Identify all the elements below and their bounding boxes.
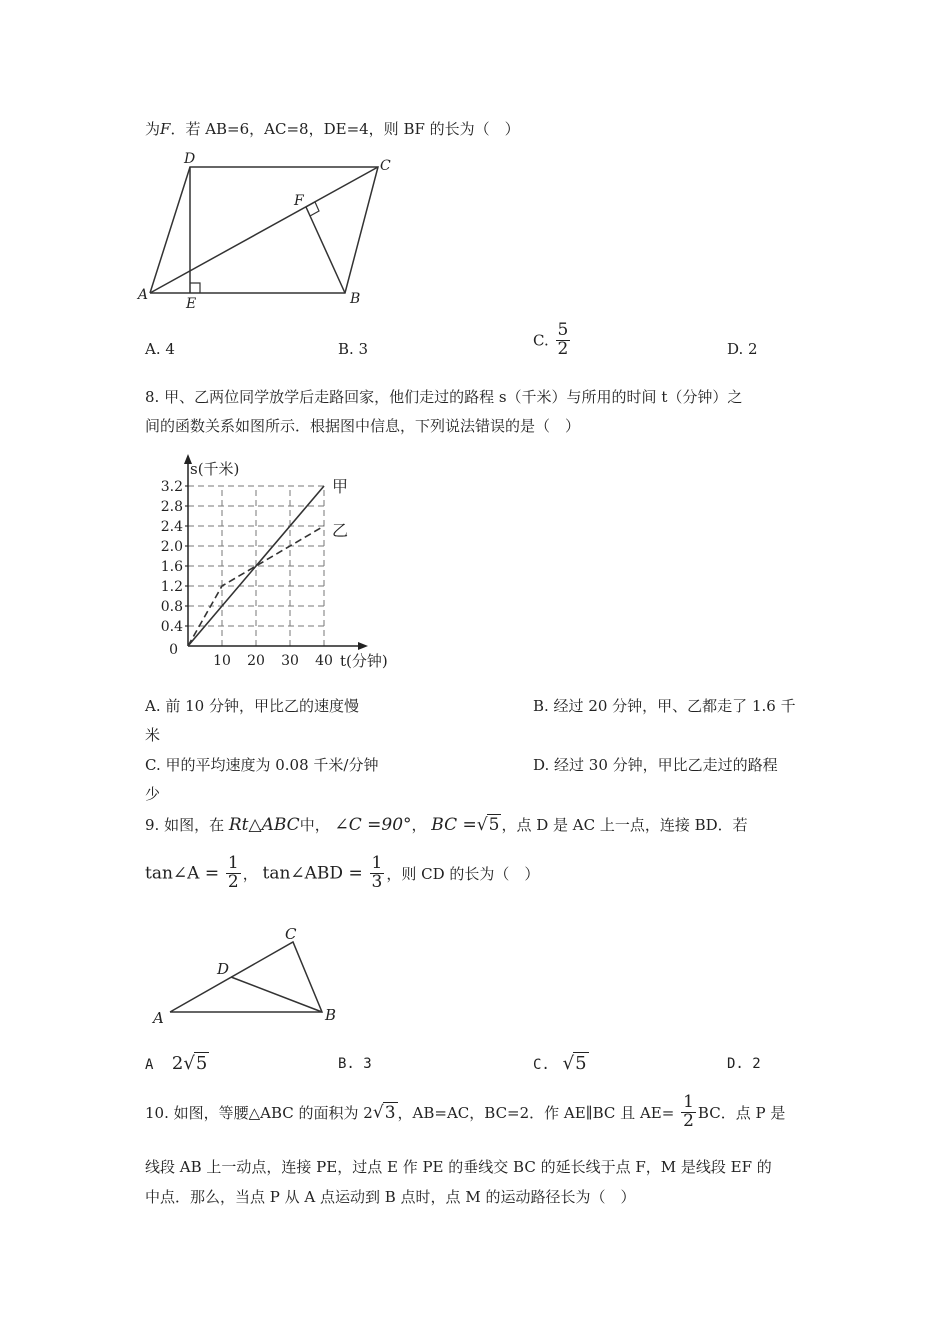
q7-option-c-prefix: C.: [533, 331, 549, 350]
q9-line1-end: ，点 D 是 AC 上一点，连接 BD．若: [501, 816, 748, 834]
fraction-denominator: 3: [371, 871, 383, 892]
q7-option-b[interactable]: B. 3: [338, 340, 369, 358]
q7-stem-var: F: [160, 120, 171, 138]
q7-figure-parallelogram: [137, 145, 400, 315]
fraction-numerator: 1: [683, 1092, 694, 1112]
fraction-denominator: 2: [557, 338, 569, 359]
triangle-abc: [170, 942, 322, 1012]
x-axis-label: t(分钟): [340, 652, 388, 670]
q9-intro: 9. 如图，在: [145, 816, 225, 834]
q9-tan-abd: tan∠ABD =: [262, 863, 363, 884]
y-tick-label: 1.6: [160, 559, 183, 575]
q8-option-d[interactable]: D. 经过 30 分钟，甲比乙走过的路程: [533, 756, 778, 774]
y-tick-label: 2.4: [160, 519, 183, 535]
right-angle-f: [306, 202, 319, 216]
x-tick-label: 20: [247, 653, 265, 669]
label-f: F: [294, 193, 304, 209]
q8-option-d-continued: 少: [145, 785, 161, 803]
q7-stem: [145, 118, 520, 139]
q9-fraction-half: [226, 855, 241, 892]
fraction-denominator: 2: [683, 1110, 694, 1131]
q9-comma: ，: [242, 864, 258, 883]
q7-option-d[interactable]: D. 2: [727, 340, 758, 358]
label-b: B: [350, 291, 361, 307]
q9-option-c-prefix: C.: [533, 1057, 550, 1073]
q10-radicand: 3: [384, 1102, 396, 1123]
perpendicular-bf: [306, 207, 345, 293]
fraction-numerator: 1: [371, 853, 383, 873]
q9-option-a-prefix: A: [145, 1057, 154, 1073]
fraction-numerator: 1: [227, 853, 239, 873]
q10-intro: 10. 如图，等腰△ABC 的面积为 2: [145, 1103, 373, 1122]
q9-option-b[interactable]: B. 3: [338, 1056, 372, 1072]
x-tick-label: 10: [213, 653, 231, 669]
q10-stem-line2: 线段 AB 上一动点，连接 PE，过点 E 作 PE 的垂线交 BC 的延长线于点 F，M 是线段 EF 的: [145, 1158, 772, 1176]
q8-stem-line2: 间的函数关系如图所示．根据图中信息，下列说法错误的是（ ）: [145, 417, 581, 435]
y-tick-label: 0.8: [160, 599, 183, 615]
q9-tan-a: tan∠A =: [145, 863, 220, 884]
q10-fraction-half: [681, 1094, 696, 1131]
q9-option-a[interactable]: A 2√5: [145, 1053, 208, 1074]
label-d: D: [184, 151, 196, 167]
x-tick-label: 40: [315, 653, 333, 669]
label-e: E: [186, 296, 197, 312]
q10-stem-line3: 中点．那么，当点 P 从 A 点运动到 B 点时，点 M 的运动路径长为（ ）: [145, 1188, 636, 1206]
q9-fraction-third: [370, 855, 385, 892]
q9-option-c-radicand: 5: [575, 1053, 587, 1074]
q10-stem-line1: 10. 如图，等腰△ABC 的面积为 2√3 ，AB=AC，BC=2．作 AE∥BC 且 AE= $\frac{1}{2}$ BC．点 P 是: [145, 1092, 786, 1131]
q7-stem-prefix: 为: [145, 120, 161, 138]
q9-option-d[interactable]: D. 2: [727, 1056, 761, 1072]
y-tick-label: 2.8: [160, 499, 183, 515]
q8-option-a[interactable]: A. 前 10 分钟，甲比乙的速度慢: [145, 697, 359, 715]
q9-in: 中，: [299, 816, 330, 834]
label-b: B: [325, 1006, 337, 1024]
q7-stem-text: ．若 AB=6，AC=8，DE=4，则 BF 的长为（ ）: [170, 120, 520, 138]
right-angle-e: [190, 283, 200, 293]
q9-triangle: Rt△ABC: [228, 815, 300, 835]
x-axis-arrow-icon: [358, 642, 368, 650]
q9-option-a-coef: 2: [171, 1053, 184, 1074]
q8-stem-line1: 8. 甲、乙两位同学放学后走路回家，他们走过的路程 s（千米）与所用的时间 t（分钟）之: [145, 388, 743, 406]
q10-line1-end: BC．点 P 是: [697, 1103, 786, 1122]
q7-option-c-fraction: [556, 322, 571, 359]
label-c: C: [285, 925, 297, 943]
x-tick-label: 30: [281, 653, 299, 669]
q9-option-c[interactable]: C. √5: [533, 1053, 587, 1074]
q7-option-a[interactable]: A. 4: [145, 340, 175, 358]
y-tick-label: 2.0: [160, 539, 183, 555]
q9-line2-end: ，则 CD 的长为（ ）: [386, 864, 540, 883]
y-tick-label: 0.4: [160, 619, 183, 635]
y-tick-label: 1.2: [160, 579, 183, 595]
fraction-denominator: 2: [227, 871, 239, 892]
label-c: C: [380, 158, 391, 174]
label-a: A: [137, 287, 148, 303]
label-a: A: [153, 1009, 164, 1027]
q7-option-c[interactable]: [533, 322, 572, 359]
origin-label: 0: [169, 642, 178, 658]
q9-stem-line2: [145, 855, 539, 892]
series-label-yi: 乙: [332, 521, 349, 540]
q9-bc: BC =: [431, 815, 477, 835]
q9-angle-c: ∠C =90°: [334, 815, 412, 835]
q8-option-c[interactable]: C. 甲的平均速度为 0.08 千米/分钟: [145, 756, 379, 774]
y-axis-label: s(千米): [190, 460, 240, 478]
q9-sqrt5: 5: [488, 815, 500, 835]
q8-option-b[interactable]: B. 经过 20 分钟，甲、乙都走了 1.6 千: [533, 697, 796, 715]
series-label-jia: 甲: [332, 477, 349, 496]
q8-chart: [150, 450, 400, 675]
q9-stem-line1: 9. 如图，在 Rt△ABC中， ∠C =90°， BC =√5 ，点 D 是 AC 上一点，连接 BD．若: [145, 815, 748, 835]
fraction-numerator: 5: [557, 320, 569, 340]
label-d: D: [217, 960, 230, 978]
q9-option-a-radicand: 5: [195, 1053, 208, 1074]
q8-option-b-continued: 米: [145, 726, 161, 744]
q10-mid: ，AB=AC，BC=2．作 AE∥BC 且 AE=: [397, 1103, 675, 1122]
y-tick-label: 3.2: [160, 479, 183, 495]
segment-bd: [231, 977, 322, 1012]
q9-figure-triangle: [145, 920, 355, 1030]
